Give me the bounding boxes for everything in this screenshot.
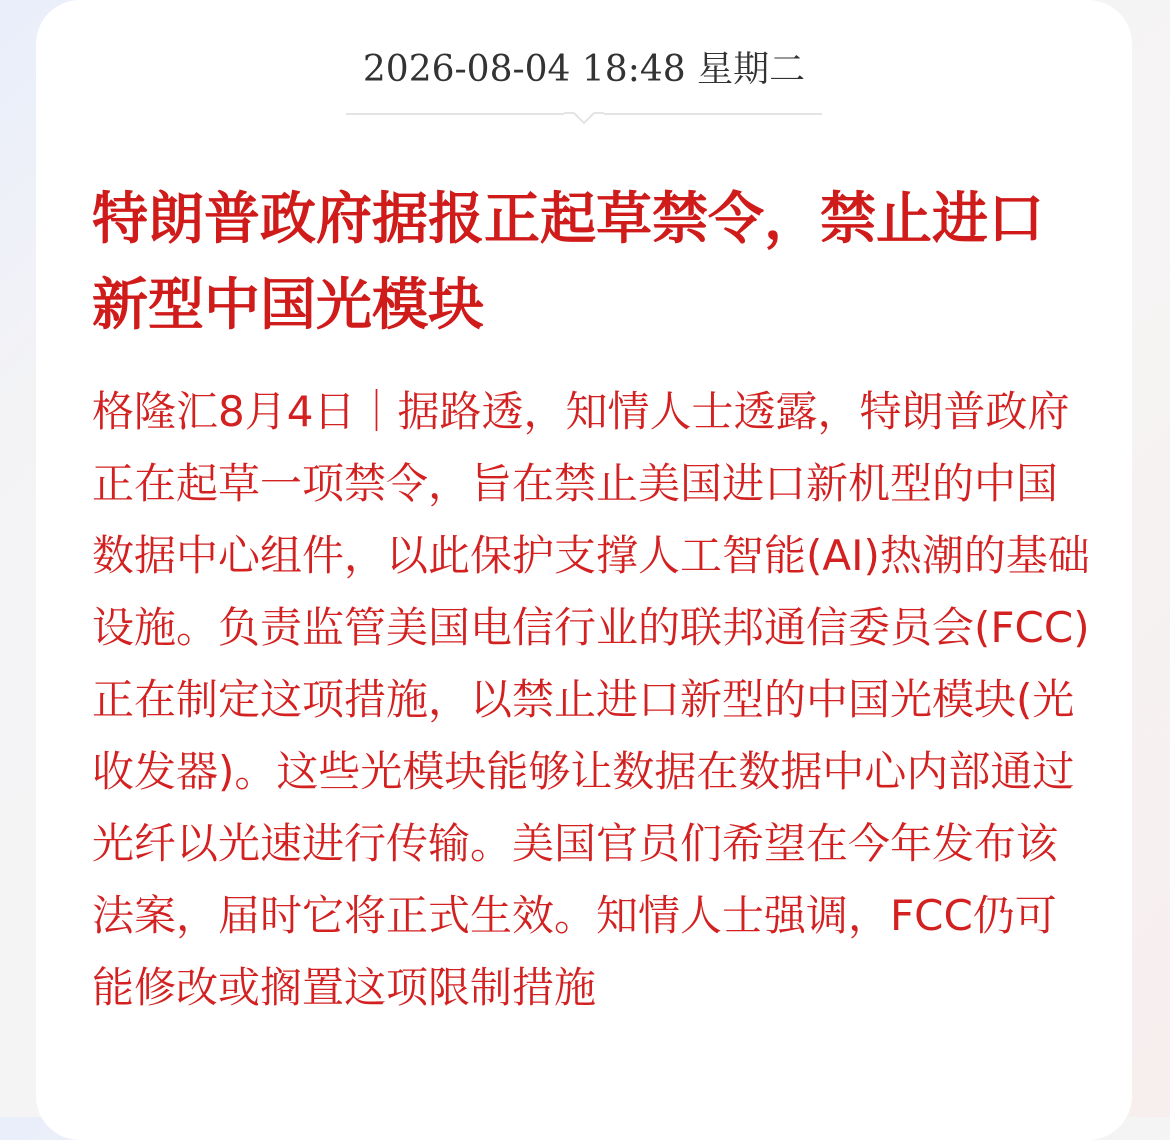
- article-body: 格隆汇8月4日｜据路透，知情人士透露，特朗普政府正在起草一项禁令，旨在禁止美国进口新机型的中国数据中心组件，以此保护支撑人工智能(AI)热潮的基础设施。负责监管美国电信行业的联邦通信委员会(FCC)正在制定这项措施，以禁止进口新型的中国光模块(光收发器)。这些光模块能够让数据在数据中心内部通过光纤以光速进行传输。美国官员们希望在今年发布该法案，届时它将正式生效。知情人士强调，FCC仍可能修改或搁置这项限制措施: [92, 387, 1090, 1012]
- article-datetime: 2026-08-04 18:48 星期二: [362, 49, 806, 90]
- article-card: [36, 0, 1132, 1140]
- chevron-down-icon: [564, 100, 604, 130]
- article-headline: 特朗普政府据报正起草禁令，禁止进口新型中国光模块: [92, 186, 1044, 338]
